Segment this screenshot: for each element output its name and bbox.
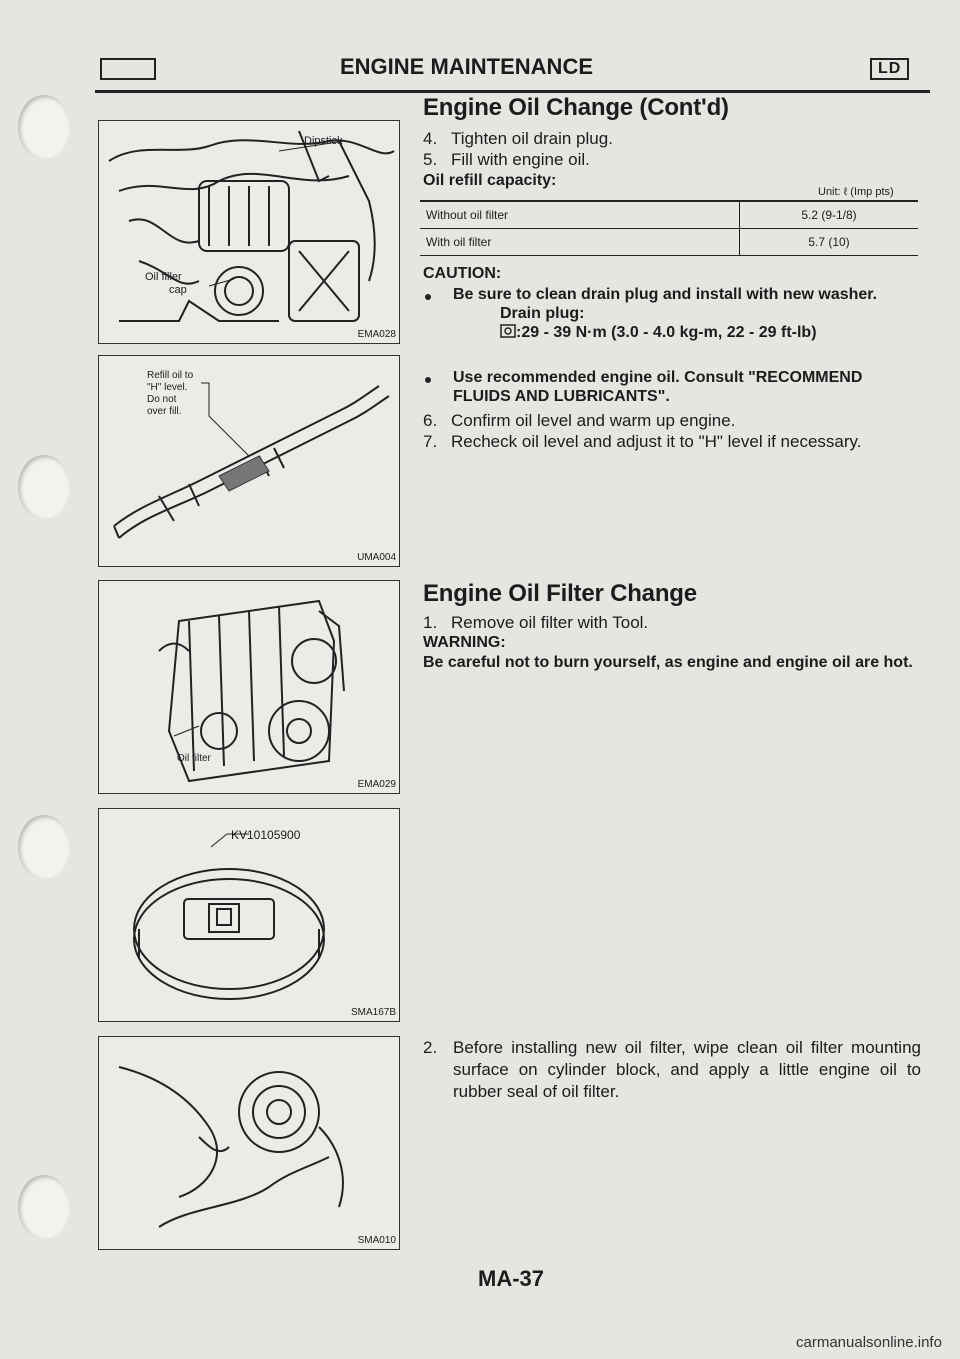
unit-label: Unit: ℓ (Imp pts) (818, 186, 894, 198)
table-cell-item: Without oil filter (420, 202, 740, 229)
binding-hole (18, 95, 70, 159)
caution-label: CAUTION: (423, 265, 502, 282)
section-badge-ld: LD (870, 58, 909, 80)
binding-hole (18, 1175, 70, 1239)
figure-engine-oil-filter (98, 580, 400, 794)
tool-number: KV10105900 (231, 828, 301, 842)
table-cell-value: 5.2 (9-1/8) (740, 202, 919, 229)
torque-spec (500, 324, 817, 342)
watermark: carmanualsonline.info (796, 1334, 942, 1351)
figure-code: SMA010 (357, 1235, 396, 1246)
dipstick-note-2: "H" level. (147, 382, 188, 393)
caution-text-2a: Use recommended engine oil. Consult "RECOMMEND (453, 369, 863, 386)
capacity-table (420, 200, 918, 256)
step-number: 4. (423, 129, 438, 148)
step-number: 2. (423, 1038, 438, 1057)
caution-text-2b: FLUIDS AND LUBRICANTS". (453, 388, 670, 405)
step-7 (423, 431, 862, 453)
figure-filter-install (98, 1036, 400, 1250)
step-text: Tighten oil drain plug. (451, 129, 613, 148)
step-text: Remove oil filter with Tool. (451, 613, 649, 632)
step-2 (423, 1037, 921, 1103)
step-1 (423, 612, 648, 634)
step-text: Fill with engine oil. (451, 150, 590, 169)
section-badge-left (100, 58, 156, 80)
label-oil-filler-cap: cap (169, 284, 187, 296)
step-number: 1. (423, 613, 438, 632)
capacity-label: Oil refill capacity: (423, 172, 557, 189)
filter-install-illustration (99, 1037, 399, 1249)
step-number: 5. (423, 150, 438, 169)
step-5 (423, 149, 590, 171)
engine-bay-illustration (99, 121, 399, 343)
torque-value: :29 - 39 N·m (3.0 - 4.0 kg-m, 22 - 29 ft-lb) (516, 324, 817, 341)
bullet-icon (425, 377, 431, 383)
figure-dipstick-level (98, 355, 400, 567)
dipstick-note-4: over fill. (147, 406, 182, 417)
dipstick-note-1: Refill oil to (147, 370, 194, 381)
dipstick-note-3: Do not (147, 394, 177, 405)
step-4 (423, 128, 613, 150)
warning-label: WARNING: (423, 634, 506, 651)
step-number: 7. (423, 432, 438, 451)
step-text: Before installing new oil filter, wipe clean oil filter mounting surface on cylinder block, and apply a little engine oil to rubber seal of oil filter. (453, 1038, 921, 1101)
binding-hole (18, 455, 70, 519)
binding-hole (18, 815, 70, 879)
figure-filter-wrench (98, 808, 400, 1022)
label-oil-filler: Oil filler (145, 271, 182, 283)
section-title-oil-change: Engine Oil Change (Cont'd) (423, 94, 729, 121)
warning-text: Be careful not to burn yourself, as engine and engine oil are hot. (423, 654, 913, 671)
table-cell-value: 5.7 (10) (740, 229, 919, 256)
figure-code: EMA029 (357, 779, 396, 790)
page-header-title: ENGINE MAINTENANCE (340, 54, 594, 79)
drain-plug-label: Drain plug: (500, 305, 585, 322)
step-text: Recheck oil level and adjust it to "H" level if necessary. (451, 432, 862, 451)
section-title-filter-change: Engine Oil Filter Change (423, 580, 697, 607)
bullet-icon (425, 294, 431, 300)
label-dipstick: Dipstick (304, 135, 343, 147)
figure-code: UMA004 (357, 552, 396, 563)
figure-code: EMA028 (357, 329, 396, 340)
step-text: Confirm oil level and warm up engine. (451, 411, 736, 430)
figure-code: SMA167B (350, 1007, 396, 1018)
header-rule (95, 90, 930, 93)
figure-engine-dipstick (98, 120, 400, 344)
step-6 (423, 410, 735, 432)
label-oil-filter: Oil filter (177, 753, 211, 764)
table-row (420, 229, 918, 256)
engine-illustration (99, 581, 399, 793)
table-row (420, 202, 918, 229)
torque-icon (500, 324, 516, 338)
table-cell-item: With oil filter (420, 229, 740, 256)
page-number: MA-37 (478, 1266, 545, 1291)
step-number: 6. (423, 411, 438, 430)
caution-text-1: Be sure to clean drain plug and install with new washer. (453, 286, 878, 303)
dipstick-illustration (99, 356, 399, 566)
